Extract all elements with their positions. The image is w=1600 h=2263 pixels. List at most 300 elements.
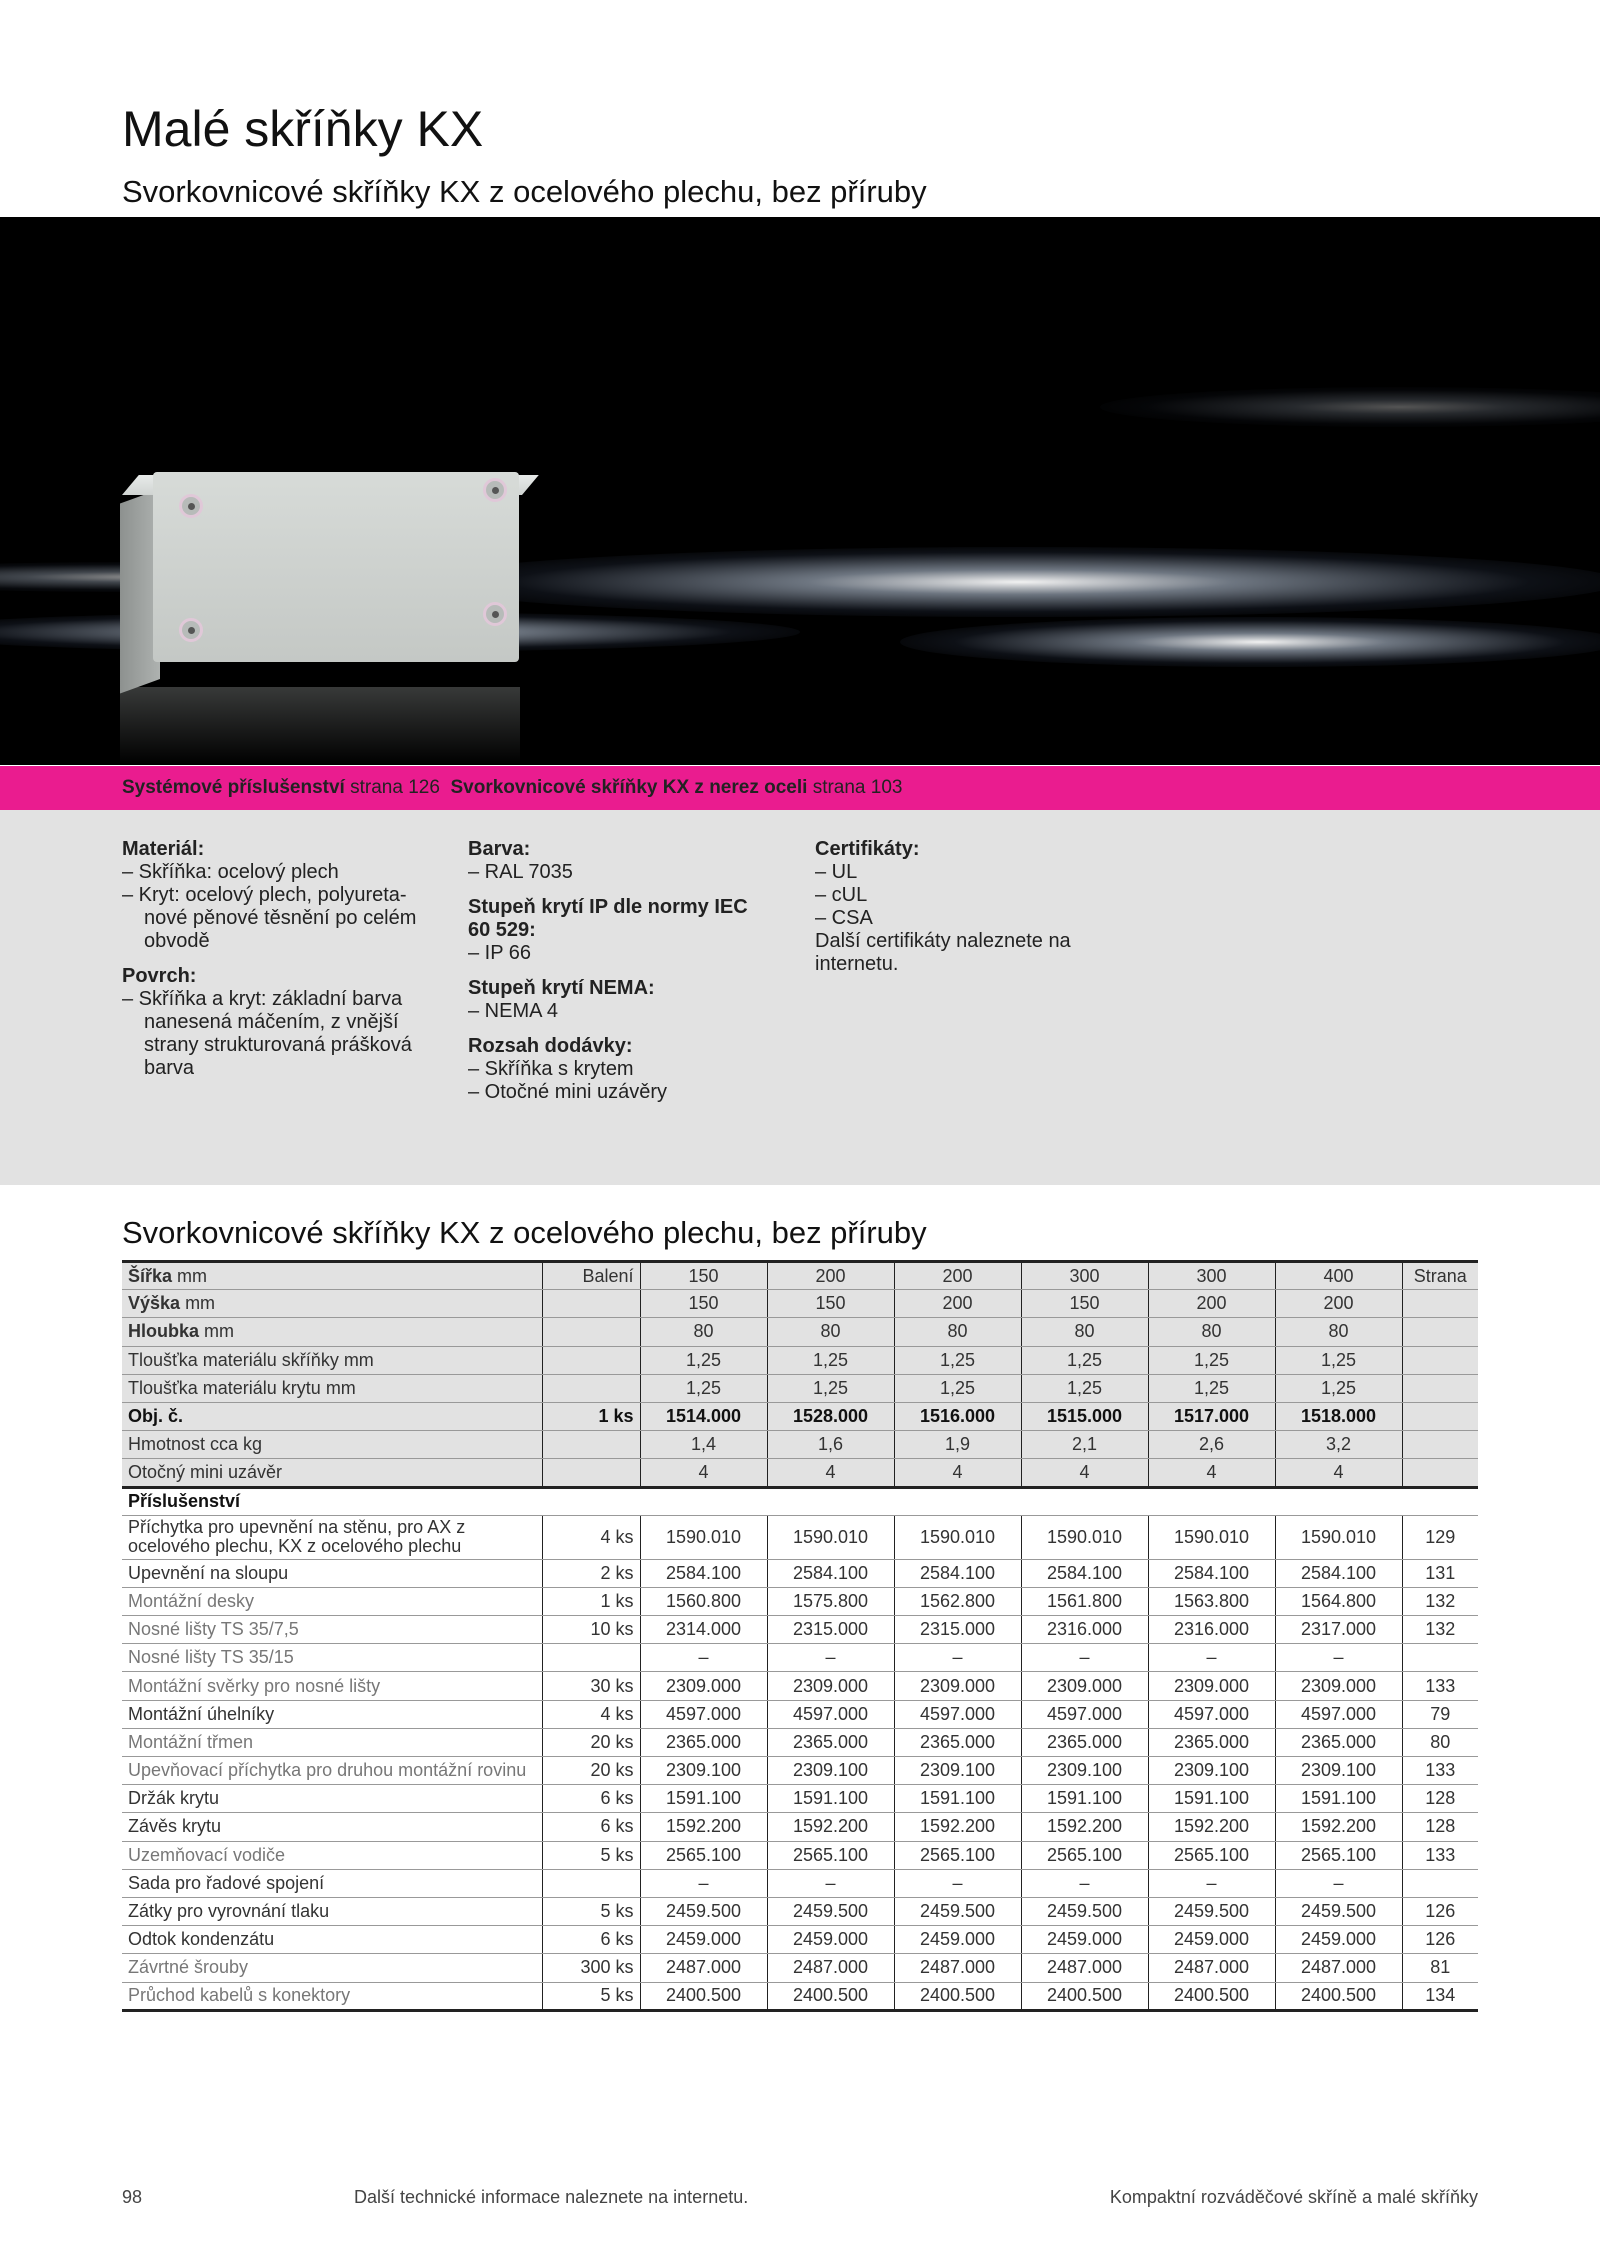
pack-cell: 1 ks	[542, 1587, 640, 1615]
spec-label	[122, 1374, 542, 1402]
page-title: Malé skříňky KX	[122, 101, 484, 157]
pack-cell	[542, 1644, 640, 1672]
order-number-cell: 2309.000	[767, 1672, 894, 1700]
page-cell	[1402, 1644, 1478, 1672]
page-cell: 133	[1402, 1757, 1478, 1785]
spec-label	[122, 1402, 542, 1430]
spec-row	[122, 1318, 1478, 1346]
ip-item: – IP 66	[468, 942, 532, 964]
nema-heading: Stupeň krytí NEMA:	[468, 977, 655, 999]
order-number-cell: 1563.800	[1148, 1587, 1275, 1615]
value-cell: 1,25	[1275, 1346, 1402, 1374]
accessory-row	[122, 1587, 1478, 1615]
pack-cell: 5 ks	[542, 1982, 640, 2010]
order-number-cell: 1590.010	[1148, 1515, 1275, 1559]
order-number-cell: 2459.500	[640, 1897, 767, 1925]
pack-cell: 20 ks	[542, 1757, 640, 1785]
cert-heading: Certifikáty:	[815, 838, 920, 860]
color-item: – RAL 7035	[468, 861, 573, 883]
value-cell: 1,25	[640, 1374, 767, 1402]
order-number-cell: 1592.200	[1275, 1813, 1402, 1841]
spec-label-text: mm	[180, 1293, 216, 1314]
order-number-cell: 2309.100	[1021, 1757, 1148, 1785]
page-cell: 132	[1402, 1587, 1478, 1615]
order-number-cell: 1564.800	[1275, 1587, 1402, 1615]
accessory-label: Nosné lišty TS 35/7,5	[122, 1616, 542, 1644]
order-number-cell: 2315.000	[894, 1616, 1021, 1644]
order-number-cell: 2565.100	[1148, 1841, 1275, 1869]
order-number-cell: 1590.010	[767, 1515, 894, 1559]
order-number-cell: 1592.200	[1148, 1813, 1275, 1841]
value-cell: 1517.000	[1148, 1402, 1275, 1430]
order-number-cell: 2309.100	[1148, 1757, 1275, 1785]
value-cell: 300	[1148, 1262, 1275, 1290]
spec-label	[122, 1262, 542, 1290]
order-number-cell: 2316.000	[1021, 1616, 1148, 1644]
order-number-cell: 1591.100	[640, 1785, 767, 1813]
spec-row	[122, 1431, 1478, 1459]
value-cell: 1,25	[767, 1346, 894, 1374]
value-cell: 80	[1275, 1318, 1402, 1346]
order-number-cell: 2459.500	[1021, 1897, 1148, 1925]
order-number-cell: –	[640, 1869, 767, 1897]
page-cell	[1402, 1290, 1478, 1318]
order-number-cell: 1575.800	[767, 1587, 894, 1615]
ip-heading: Stupeň krytí IP dle normy IEC 60 529:	[468, 896, 748, 941]
scope-item: – Skříňka s krytem	[468, 1058, 634, 1080]
accessory-label: Upevnění na sloupu	[122, 1559, 542, 1587]
value-cell: 1,25	[1021, 1346, 1148, 1374]
page-cell: 128	[1402, 1813, 1478, 1841]
pack-cell: 20 ks	[542, 1728, 640, 1756]
footer-section: Kompaktní rozváděčové skříně a malé skříňky	[1109, 2187, 1478, 2207]
value-cell: 1516.000	[894, 1402, 1021, 1430]
order-number-cell: 2584.100	[1021, 1559, 1148, 1587]
order-number-cell: 2459.500	[767, 1897, 894, 1925]
spec-label-bold: Hloubka	[128, 1321, 200, 1342]
order-number-cell: 2365.000	[767, 1728, 894, 1756]
order-number-cell: 2317.000	[1275, 1616, 1402, 1644]
order-number-cell: 2459.000	[640, 1926, 767, 1954]
order-number-cell: –	[1148, 1869, 1275, 1897]
accessory-label: Montážní desky	[122, 1587, 542, 1615]
order-number-cell: 4597.000	[1275, 1700, 1402, 1728]
scope-heading: Rozsah dodávky:	[468, 1035, 633, 1057]
pack-cell: 5 ks	[542, 1841, 640, 1869]
spec-label	[122, 1346, 542, 1374]
accessory-row	[122, 1559, 1478, 1587]
accessory-label: Zátky pro vyrovnání tlaku	[122, 1897, 542, 1925]
order-number-cell: 2565.100	[767, 1841, 894, 1869]
spec-label-text: Tloušťka materiálu skříňky mm	[128, 1349, 374, 1370]
value-cell: 4	[640, 1459, 767, 1487]
stainless-link[interactable]: Svorkovnicové skříňky KX z nerez oceli	[450, 777, 808, 798]
spec-label-text: Hmotnost cca kg	[128, 1434, 263, 1455]
value-cell: 1,25	[1021, 1374, 1148, 1402]
value-cell: 80	[1021, 1318, 1148, 1346]
page-cell	[1402, 1869, 1478, 1897]
order-number-cell: –	[1148, 1644, 1275, 1672]
value-cell: 150	[1021, 1290, 1148, 1318]
accessory-row	[122, 1954, 1478, 1982]
cert-note: Další certifikáty naleznete na internetu.	[815, 930, 1071, 975]
order-number-cell: 4597.000	[767, 1700, 894, 1728]
accessory-row	[122, 1926, 1478, 1954]
value-cell: 1,25	[1148, 1346, 1275, 1374]
spec-label-text: mm	[199, 1321, 235, 1342]
order-number-cell: 2487.000	[640, 1954, 767, 1982]
spec-label-text: Tloušťka materiálu krytu mm	[128, 1377, 356, 1398]
value-cell: 300	[1021, 1262, 1148, 1290]
order-number-cell: –	[894, 1644, 1021, 1672]
order-number-cell: 2459.000	[767, 1926, 894, 1954]
value-cell: 4	[1021, 1459, 1148, 1487]
page-cell: 133	[1402, 1672, 1478, 1700]
value-cell: 150	[640, 1290, 767, 1318]
accessory-label: Závěs krytu	[122, 1813, 542, 1841]
value-cell: 1,25	[767, 1374, 894, 1402]
related-links-bar	[0, 766, 1600, 810]
value-cell: 4	[1275, 1459, 1402, 1487]
material-heading: Materiál:	[122, 838, 205, 860]
spec-label-bold: Šířka	[128, 1265, 173, 1286]
accessory-label: Uzemňovací vodiče	[122, 1841, 542, 1869]
order-number-cell: 1592.200	[767, 1813, 894, 1841]
order-number-cell: 2584.100	[767, 1559, 894, 1587]
order-number-cell: 1561.800	[1021, 1587, 1148, 1615]
spec-panel	[0, 810, 1600, 1185]
order-number-cell: 2459.000	[1148, 1926, 1275, 1954]
product-photo	[0, 217, 1600, 765]
order-number-cell: 2487.000	[1148, 1954, 1275, 1982]
pack-cell: 5 ks	[542, 1897, 640, 1925]
pack-cell: 6 ks	[542, 1785, 640, 1813]
accessories-heading-row	[122, 1487, 1478, 1515]
order-number-cell: 1590.010	[640, 1515, 767, 1559]
order-number-cell: 2459.000	[1021, 1926, 1148, 1954]
accessory-label: Závrtné šrouby	[122, 1954, 542, 1982]
order-number-cell: 2584.100	[1275, 1559, 1402, 1587]
accessory-row	[122, 1785, 1478, 1813]
value-cell: 4	[894, 1459, 1021, 1487]
accessory-label: Nosné lišty TS 35/15	[122, 1644, 542, 1672]
accessories-heading: Příslušenství	[122, 1487, 1478, 1515]
order-number-cell: 2309.000	[894, 1672, 1021, 1700]
order-number-cell: –	[767, 1869, 894, 1897]
cert-item: – UL	[815, 861, 858, 883]
accessory-label: Odtok kondenzátu	[122, 1926, 542, 1954]
footer-note: Další technické informace naleznete na internetu.	[354, 2187, 749, 2207]
order-number-cell: 2365.000	[1021, 1728, 1148, 1756]
order-number-cell: 2365.000	[640, 1728, 767, 1756]
accessory-row	[122, 1616, 1478, 1644]
material-item: – Kryt: ocelový plech, polyureta-nové pěnové těsnění po celém obvodě	[122, 884, 417, 952]
spec-row	[122, 1262, 1478, 1290]
pack-cell: 10 ks	[542, 1616, 640, 1644]
accessory-row	[122, 1841, 1478, 1869]
order-number-cell: 1591.100	[767, 1785, 894, 1813]
page-cell: 129	[1402, 1515, 1478, 1559]
spec-col-material	[122, 838, 442, 1080]
order-number-cell: 1590.010	[894, 1515, 1021, 1559]
value-cell: 1,4	[640, 1431, 767, 1459]
order-number-cell: 2459.000	[894, 1926, 1021, 1954]
value-cell: 80	[640, 1318, 767, 1346]
order-number-cell: 2400.500	[1148, 1982, 1275, 2010]
enclosure-image	[153, 472, 519, 662]
accessory-label: Držák krytu	[122, 1785, 542, 1813]
order-number-cell: 4597.000	[1021, 1700, 1148, 1728]
page-cell	[1402, 1346, 1478, 1374]
order-number-cell: 2400.500	[1275, 1982, 1402, 2010]
order-number-cell: 2584.100	[640, 1559, 767, 1587]
table-title: Svorkovnicové skříňky KX z ocelového plechu, bez příruby	[122, 1215, 927, 1250]
accessory-row	[122, 1757, 1478, 1785]
order-number-cell: 2400.500	[767, 1982, 894, 2010]
value-cell: 1,9	[894, 1431, 1021, 1459]
order-number-cell: 2309.000	[1021, 1672, 1148, 1700]
order-number-cell: 2487.000	[894, 1954, 1021, 1982]
order-number-cell: 4597.000	[640, 1700, 767, 1728]
pack-cell	[542, 1459, 640, 1487]
value-cell: 150	[767, 1290, 894, 1318]
order-number-cell: –	[767, 1644, 894, 1672]
order-number-cell: 2459.500	[1148, 1897, 1275, 1925]
value-cell: 1,25	[1275, 1374, 1402, 1402]
page-cell	[1402, 1318, 1478, 1346]
value-cell: 80	[767, 1318, 894, 1346]
order-number-cell: 2365.000	[1148, 1728, 1275, 1756]
material-item: – Skříňka: ocelový plech	[122, 861, 339, 883]
value-cell: 1,25	[894, 1346, 1021, 1374]
page-cell	[1402, 1431, 1478, 1459]
order-number-cell: 2459.500	[1275, 1897, 1402, 1925]
order-number-cell: 4597.000	[894, 1700, 1021, 1728]
order-number-cell: 2315.000	[767, 1616, 894, 1644]
order-number-cell: 2487.000	[767, 1954, 894, 1982]
value-cell: 1514.000	[640, 1402, 767, 1430]
order-number-cell: 2584.100	[894, 1559, 1021, 1587]
scope-item: – Otočné mini uzávěry	[468, 1081, 667, 1103]
page-cell: 132	[1402, 1616, 1478, 1644]
order-number-cell: 1590.010	[1021, 1515, 1148, 1559]
value-cell: 4	[767, 1459, 894, 1487]
order-number-cell: 1562.800	[894, 1587, 1021, 1615]
accessory-row	[122, 1700, 1478, 1728]
value-cell: 150	[640, 1262, 767, 1290]
value-cell: 200	[767, 1262, 894, 1290]
order-number-cell: 2365.000	[1275, 1728, 1402, 1756]
pack-cell	[542, 1869, 640, 1897]
order-number-cell: 2309.000	[640, 1672, 767, 1700]
spec-row	[122, 1374, 1478, 1402]
order-number-cell: 2365.000	[894, 1728, 1021, 1756]
pack-cell	[542, 1431, 640, 1459]
value-cell: 200	[894, 1290, 1021, 1318]
page-cell	[1402, 1374, 1478, 1402]
pack-cell: 30 ks	[542, 1672, 640, 1700]
order-number-cell: 1591.100	[894, 1785, 1021, 1813]
order-number-cell: 1592.200	[640, 1813, 767, 1841]
value-cell: 1,25	[1148, 1374, 1275, 1402]
accessory-label: Montážní třmen	[122, 1728, 542, 1756]
order-number-cell: 2487.000	[1275, 1954, 1402, 1982]
order-number-cell: 2314.000	[640, 1616, 767, 1644]
page-cell: Strana	[1402, 1262, 1478, 1290]
order-number-cell: 2400.500	[1021, 1982, 1148, 2010]
order-number-cell: 1591.100	[1021, 1785, 1148, 1813]
order-number-cell: 2309.000	[1275, 1672, 1402, 1700]
spec-row	[122, 1290, 1478, 1318]
page-cell	[1402, 1459, 1478, 1487]
order-number-cell: 2309.000	[1148, 1672, 1275, 1700]
order-number-cell: 1592.200	[894, 1813, 1021, 1841]
value-cell: 200	[894, 1262, 1021, 1290]
page-cell: 134	[1402, 1982, 1478, 2010]
order-number-cell: –	[1275, 1644, 1402, 1672]
page-cell: 80	[1402, 1728, 1478, 1756]
spec-label-text: Otočný mini uzávěr	[128, 1461, 283, 1482]
order-number-cell: –	[894, 1869, 1021, 1897]
spec-col-color	[468, 838, 768, 1104]
order-number-cell: 2487.000	[1021, 1954, 1148, 1982]
pack-cell	[542, 1290, 640, 1318]
accessory-row	[122, 1728, 1478, 1756]
value-cell: 1528.000	[767, 1402, 894, 1430]
order-number-cell: –	[1021, 1644, 1148, 1672]
pack-cell: 6 ks	[542, 1926, 640, 1954]
page-cell	[1402, 1402, 1478, 1430]
page-cell: 126	[1402, 1926, 1478, 1954]
accessory-label: Průchod kabelů s konektory	[122, 1982, 542, 2010]
order-number-cell: 2309.100	[894, 1757, 1021, 1785]
accessory-row	[122, 1672, 1478, 1700]
accessory-row	[122, 1982, 1478, 2010]
order-number-cell: 2309.100	[640, 1757, 767, 1785]
order-number-cell: 2309.100	[1275, 1757, 1402, 1785]
color-heading: Barva:	[468, 838, 531, 860]
stainless-page: strana 103	[812, 777, 903, 798]
surface-item: – Skříňka a kryt: základní barva nanesená máčením, z vnější strany strukturovaná prášková barva	[122, 988, 412, 1079]
order-number-cell: 1560.800	[640, 1587, 767, 1615]
pack-cell: 6 ks	[542, 1813, 640, 1841]
page-cell: 126	[1402, 1897, 1478, 1925]
spec-col-cert	[815, 838, 1115, 976]
accessories-page: strana 126	[350, 777, 440, 798]
order-number-cell: 2565.100	[1021, 1841, 1148, 1869]
pack-cell: 300 ks	[542, 1954, 640, 1982]
spec-label-text: mm	[172, 1265, 208, 1286]
pack-cell: 4 ks	[542, 1700, 640, 1728]
page-cell: 81	[1402, 1954, 1478, 1982]
spec-row	[122, 1346, 1478, 1374]
order-number-cell: 1591.100	[1275, 1785, 1402, 1813]
page-number: 98	[122, 2187, 143, 2207]
cert-item: – CSA	[815, 907, 873, 929]
accessory-row	[122, 1644, 1478, 1672]
accessory-label: Příchytka pro upevnění na stěnu, pro AX z ocelového plechu, KX z ocelového plechu	[122, 1515, 542, 1559]
order-number-cell: –	[1275, 1869, 1402, 1897]
order-number-cell: 2584.100	[1148, 1559, 1275, 1587]
order-number-cell: 2316.000	[1148, 1616, 1275, 1644]
accessory-row	[122, 1869, 1478, 1897]
value-cell: 1518.000	[1275, 1402, 1402, 1430]
spec-label	[122, 1290, 542, 1318]
pack-cell: Balení	[542, 1262, 640, 1290]
pack-cell: 1 ks	[542, 1402, 640, 1430]
pack-cell	[542, 1318, 640, 1346]
order-number-cell: 2400.500	[640, 1982, 767, 2010]
order-number-cell: –	[1021, 1869, 1148, 1897]
order-number-cell: 2309.100	[767, 1757, 894, 1785]
spec-row	[122, 1402, 1478, 1430]
value-cell: 200	[1148, 1290, 1275, 1318]
order-number-cell: 2565.100	[894, 1841, 1021, 1869]
value-cell: 4	[1148, 1459, 1275, 1487]
accessory-label: Montážní úhelníky	[122, 1700, 542, 1728]
value-cell: 80	[1148, 1318, 1275, 1346]
nema-item: – NEMA 4	[468, 1000, 559, 1022]
order-number-cell: –	[640, 1644, 767, 1672]
spec-label	[122, 1431, 542, 1459]
value-cell: 400	[1275, 1262, 1402, 1290]
page-cell: 133	[1402, 1841, 1478, 1869]
order-number-cell: 2400.500	[894, 1982, 1021, 2010]
value-cell: 3,2	[1275, 1431, 1402, 1459]
order-number-cell: 1590.010	[1275, 1515, 1402, 1559]
value-cell: 1,25	[894, 1374, 1021, 1402]
page-cell: 79	[1402, 1700, 1478, 1728]
order-number-cell: 2459.000	[1275, 1926, 1402, 1954]
spec-label	[122, 1459, 542, 1487]
order-number-cell: 4597.000	[1148, 1700, 1275, 1728]
spec-label-bold: Výška	[128, 1293, 181, 1314]
value-cell: 1,6	[767, 1431, 894, 1459]
spec-label	[122, 1318, 542, 1346]
value-cell: 2,6	[1148, 1431, 1275, 1459]
spec-row	[122, 1459, 1478, 1487]
accessory-label: Sada pro řadové spojení	[122, 1869, 542, 1897]
accessory-row	[122, 1813, 1478, 1841]
order-number-cell: 1592.200	[1021, 1813, 1148, 1841]
accessory-label: Upevňovací příchytka pro druhou montážní rovinu	[122, 1757, 542, 1785]
accessory-row	[122, 1897, 1478, 1925]
value-cell: 1515.000	[1021, 1402, 1148, 1430]
pack-cell: 4 ks	[542, 1515, 640, 1559]
value-cell: 2,1	[1021, 1431, 1148, 1459]
accessories-link[interactable]: Systémové příslušenství	[122, 777, 345, 798]
pack-cell: 2 ks	[542, 1559, 640, 1587]
product-table	[122, 1260, 1478, 2012]
cert-item: – cUL	[815, 884, 868, 906]
value-cell: 1,25	[640, 1346, 767, 1374]
order-number-cell: 2565.100	[640, 1841, 767, 1869]
order-number-cell: 2459.500	[894, 1897, 1021, 1925]
page-cell: 128	[1402, 1785, 1478, 1813]
accessory-label: Montážní svěrky pro nosné lišty	[122, 1672, 542, 1700]
pack-cell	[542, 1346, 640, 1374]
pack-cell	[542, 1374, 640, 1402]
spec-label-bold: Obj. č.	[128, 1406, 184, 1427]
surface-heading: Povrch:	[122, 965, 197, 987]
value-cell: 80	[894, 1318, 1021, 1346]
value-cell: 200	[1275, 1290, 1402, 1318]
order-number-cell: 2565.100	[1275, 1841, 1402, 1869]
order-number-cell: 1591.100	[1148, 1785, 1275, 1813]
accessory-row	[122, 1515, 1478, 1559]
page-cell: 131	[1402, 1559, 1478, 1587]
page-subtitle: Svorkovnicové skříňky KX z ocelového plechu, bez příruby	[122, 174, 927, 209]
